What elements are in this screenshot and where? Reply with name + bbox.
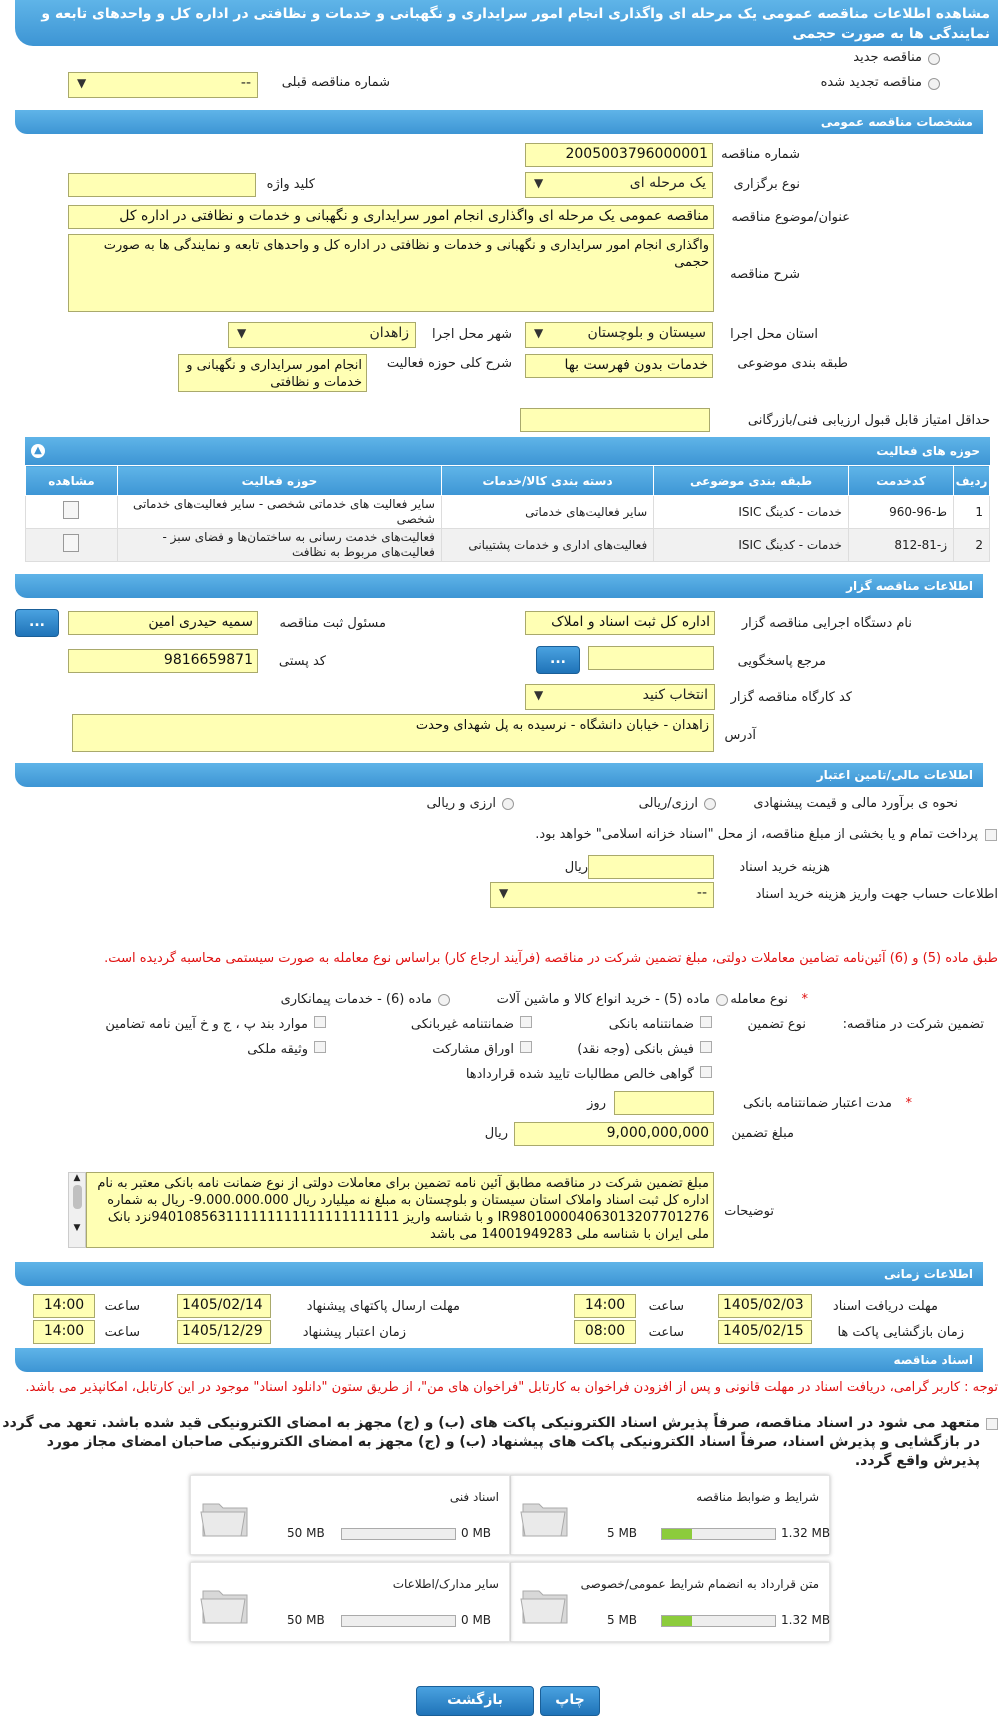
- row-code: ط-96-960: [848, 496, 953, 529]
- province-select[interactable]: [525, 322, 713, 348]
- doc-card-progress: [341, 1528, 456, 1540]
- guarantee-type-label: نوع تضمین: [747, 1017, 806, 1032]
- chevron-down-icon: ▼: [237, 326, 247, 340]
- deal1-label: ماده (5) - خرید انواع کالا و ماشین آلات: [496, 992, 710, 1007]
- keyword-label: کلید واژه: [266, 177, 315, 192]
- holding-value: یک مرحله ای: [629, 175, 706, 191]
- method-opt2-label: ارزی و ریالی: [426, 796, 496, 811]
- validity-label: مدت اعتبار ضمانتنامه بانکی: [743, 1096, 892, 1111]
- required-mark: *: [905, 1096, 912, 1111]
- postal-label: کد پستی: [278, 654, 326, 669]
- collapse-icon[interactable]: ▲: [31, 444, 45, 458]
- recv-time-label: ساعت: [648, 1299, 684, 1314]
- row-category: خدمات - کدینگ ISIC: [654, 496, 849, 529]
- col-row: ردیف: [954, 466, 990, 496]
- category-label: طبقه بندی موضوعی: [737, 356, 848, 371]
- t7-checkbox[interactable]: [700, 1066, 712, 1078]
- chevron-down-icon: ▼: [534, 326, 544, 340]
- holding-label: نوع برگزاری: [733, 177, 800, 192]
- desc-label: شرح مناقصه: [730, 267, 800, 282]
- scroll-thumb[interactable]: [73, 1185, 82, 1209]
- docs-note: توجه : کاربر گرامی، دریافت اسناد در مهلت قانونی و پس از افزودن فراخوان به کارتابل "فراخوان های من"، از طریق ستون "دانلود اسناد" موجود در این کارتابل، امکانپذیر می باشد.: [25, 1380, 998, 1395]
- prev-tender-value: --: [240, 75, 251, 91]
- amount-label: مبلغ تضمین: [731, 1126, 794, 1141]
- deal1-radio[interactable]: [716, 994, 728, 1006]
- method-opt1-label: ارزی/ریالی: [638, 796, 698, 811]
- row-area: فعالیت‌های خدمت رسانی به ساختمان‌ها و فضای سبز - فعالیت‌های مربوط به نظافت: [117, 529, 441, 562]
- folder-icon: [199, 1498, 251, 1538]
- t4-label: فیش بانکی (وجه نقد): [577, 1042, 694, 1057]
- prev-tender-label: شماره مناقصه قبلی: [281, 75, 390, 90]
- number-label: شماره مناقصه: [721, 147, 800, 162]
- address-label: آدرس: [724, 728, 756, 743]
- t7-label: گواهی خالص مطالبات تایید شده قراردادها: [465, 1067, 694, 1082]
- doc-card-technical[interactable]: [190, 1475, 510, 1555]
- page-title: مشاهده اطلاعات مناقصه عمومی یک مرحله ای واگذاری انجام امور سرایداری و نگهبانی و خدمات و نظافتی در اداره کل و واحدهای تابعه و نمایندگی ها به صورت حجمی: [15, 0, 998, 46]
- city-select[interactable]: [228, 322, 416, 348]
- province-value: سیستان و بلوچستان: [587, 325, 706, 341]
- doc-card-size: 0 MB: [461, 1613, 492, 1627]
- recv-label: مهلت دریافت اسناد: [832, 1299, 938, 1314]
- doc-card-progress: [661, 1528, 776, 1540]
- send-time: 14:00: [33, 1294, 95, 1318]
- min-score-field: [520, 408, 710, 432]
- col-area: حوزه فعالیت: [117, 466, 441, 496]
- new-tender-label: مناقصه جدید: [853, 50, 922, 65]
- chevron-down-icon: ▼: [534, 688, 544, 702]
- desc-field: واگذاری انجام امور سرایداری و نگهبانی و خدمات و نظافتی در اداره کل و واحدهای تابعه و نمایندگی ها به صورت حجمی: [68, 234, 714, 312]
- category-field: خدمات بدون فهرست بها: [525, 354, 713, 378]
- doc-card-max: 5 MB: [607, 1613, 638, 1627]
- city-value: زاهدان: [369, 325, 409, 341]
- t2-label: ضمانتنامه غیربانکی: [410, 1017, 514, 1032]
- send-label: مهلت ارسال پاکتهای پیشنهاد: [306, 1299, 460, 1314]
- folder-icon: [199, 1585, 251, 1625]
- folder-icon: [519, 1498, 571, 1538]
- section-docs-header: اسناد مناقصه: [15, 1348, 983, 1372]
- section-finance-header: اطلاعات مالی/تامین اعتبار: [15, 763, 983, 787]
- min-score-label: حداقل امتیاز قابل قبول ارزیابی فنی/بازرگانی: [747, 413, 990, 428]
- validity-unit: روز: [587, 1096, 606, 1111]
- col-view: مشاهده: [26, 466, 118, 496]
- row-number: 2: [954, 529, 990, 562]
- chevron-down-icon: ▼: [499, 886, 509, 900]
- subject-field: مناقصه عمومی یک مرحله ای واگذاری انجام امور سرایداری و نگهبانی و خدمات و نظافتی در اداره کل: [68, 205, 714, 229]
- t5-checkbox[interactable]: [520, 1041, 532, 1053]
- valid-label: زمان اعتبار پیشنهاد: [302, 1325, 406, 1340]
- deal-label: نوع معامله: [730, 992, 788, 1007]
- t1-label: ضمانتنامه بانکی: [608, 1017, 694, 1032]
- doc-card-size: 1.32 MB: [781, 1613, 831, 1627]
- guarantee-desc-field: مبلغ تضمین شرکت در مناقصه مطابق آئین نامه تضمین برای معاملات دولتی از نوع ضمانت نامه بانکی معتبر به نام اداره کل ثبت اسناد واملاک استان سیستان و بلوچستان به مبلغ نه میلیارد ریال 9.000.000.000- ریال به شماره IR980100004063013207701276 و با شناسه واریز 940108563111111111111111111111نزد بانک ملی ایران با شناسه ملی 14001949283 می باشد: [86, 1172, 714, 1248]
- row-view[interactable]: [26, 496, 118, 529]
- deal2-radio[interactable]: [438, 994, 450, 1006]
- section-general-header: مشخصات مناقصه عمومی: [15, 110, 983, 134]
- recv-time: 14:00: [574, 1294, 636, 1318]
- deal2-label: ماده (6) - خدمات پیمانکاری: [280, 992, 432, 1007]
- renewed-tender-radio[interactable]: [928, 78, 940, 90]
- guarantee-desc-label: توضیحات: [724, 1204, 774, 1219]
- col-group: دسته بندی کالا/خدمات: [441, 466, 653, 496]
- folder-icon: [519, 1585, 571, 1625]
- workshop-label: کد کارگاه مناقصه گزار: [730, 690, 852, 705]
- doc-card-progress: [661, 1615, 776, 1627]
- guarantee-label: تضمین شرکت در مناقصه:: [842, 1017, 984, 1032]
- keyword-field[interactable]: [68, 173, 256, 197]
- commit-checkbox[interactable]: [986, 1418, 998, 1430]
- back-button[interactable]: بازگشت: [416, 1686, 534, 1716]
- doc-card-terms[interactable]: [510, 1475, 830, 1555]
- renewed-tender-label: مناقصه تجدید شده: [820, 75, 922, 90]
- subject-label: عنوان/موضوع مناقصه: [731, 210, 850, 225]
- doc-card-progress: [341, 1615, 456, 1627]
- t1-checkbox[interactable]: [700, 1016, 712, 1028]
- doc-card-title: متن قرارداد به انضمام شرایط عمومی/خصوصی: [580, 1577, 819, 1591]
- row-area: سایر فعالیت های خدماتی شخصی - سایر فعالیت‌های خدماتی شخصی: [117, 496, 441, 529]
- chevron-down-icon: ▼: [534, 176, 544, 190]
- t2-checkbox[interactable]: [520, 1016, 532, 1028]
- account-value: --: [696, 885, 707, 901]
- prev-tender-select[interactable]: [68, 72, 258, 98]
- new-tender-radio[interactable]: [928, 53, 940, 65]
- col-category: طبقه بندی موضوعی: [654, 466, 849, 496]
- doc-card-max: 50 MB: [287, 1613, 325, 1627]
- guarantee-note: طبق ماده (5) و (6) آئین‌نامه تضامین معاملات دولتی، مبلغ تضمین شرکت در مناقصه (فرآیند ارجاع کار) براساس نوع معامله به صورت سیستمی محاسبه گردیده است.: [104, 951, 998, 966]
- t6-label: وثیقه ملکی: [247, 1042, 308, 1057]
- doc-cost-label: هزینه خرید اسناد: [739, 860, 830, 875]
- send-date: 1405/02/14: [177, 1294, 271, 1318]
- open-date: 1405/02/15: [718, 1320, 812, 1344]
- amount-unit: ریال: [484, 1126, 508, 1141]
- resp-label: مسئول ثبت مناقصه: [279, 616, 386, 631]
- doc-card-max: 50 MB: [287, 1526, 325, 1540]
- section-activities-header: [25, 437, 990, 465]
- valid-time: 14:00: [33, 1320, 95, 1344]
- ref-field: [588, 646, 714, 670]
- validity-field: [614, 1091, 714, 1115]
- method-label: نحوه ی برآورد مالی و قیمت پیشنهادی: [753, 796, 958, 811]
- scroll-down-icon[interactable]: ▼: [73, 1223, 81, 1233]
- document-view-icon[interactable]: [63, 501, 79, 519]
- account-select[interactable]: [490, 882, 714, 908]
- row-group: فعالیت‌های اداری و خدمات پشتیبانی: [441, 529, 653, 562]
- section-timing-header: اطلاعات زمانی: [15, 1262, 983, 1286]
- table-row: [26, 496, 990, 529]
- method-opt2-radio[interactable]: [502, 798, 514, 810]
- doc-card-contract[interactable]: [510, 1562, 830, 1642]
- table-row: [26, 529, 990, 562]
- province-label: استان محل اجرا: [730, 327, 818, 342]
- row-group: سایر فعالیت‌های خدماتی: [441, 496, 653, 529]
- row-number: 1: [954, 496, 990, 529]
- doc-card-title: اسناد فنی: [449, 1490, 499, 1504]
- open-time-label: ساعت: [648, 1325, 684, 1340]
- row-category: خدمات - کدینگ ISIC: [654, 529, 849, 562]
- org-label: نام دستگاه اجرایی مناقصه گزار: [741, 616, 912, 631]
- print-button[interactable]: چاپ: [540, 1686, 600, 1716]
- chevron-down-icon: ▼: [77, 76, 87, 90]
- col-code: کدخدمت: [848, 466, 953, 496]
- valid-time-label: ساعت: [104, 1325, 140, 1340]
- ref-label: مرجع پاسخگویی: [737, 654, 826, 669]
- doc-cost-unit: ریال: [564, 860, 588, 875]
- doc-card-title: سایر مدارک/اطلاعات: [392, 1577, 499, 1591]
- required-mark: *: [801, 992, 808, 1007]
- workshop-select[interactable]: [525, 684, 715, 710]
- holding-select[interactable]: [525, 172, 713, 198]
- t4-checkbox[interactable]: [700, 1041, 712, 1053]
- address-field: زاهدان - خیابان دانشگاه - نرسیده به پل شهدای وحدت: [72, 714, 714, 752]
- amount-field: 9,000,000,000: [514, 1122, 714, 1146]
- activities-table: [25, 465, 990, 562]
- activity-label: شرح کلی حوزه فعالیت: [386, 356, 512, 371]
- doc-cost-field: [588, 855, 714, 879]
- t6-checkbox[interactable]: [314, 1041, 326, 1053]
- doc-card-size: 1.32 MB: [781, 1526, 831, 1540]
- scroll-up-icon[interactable]: ▲: [73, 1173, 81, 1183]
- open-time: 08:00: [574, 1320, 636, 1344]
- doc-card-size: 0 MB: [461, 1526, 492, 1540]
- ref-more-button[interactable]: ...: [536, 646, 580, 674]
- commit-text: متعهد می شود در اسناد مناقصه، صرفاً پذیرش اسناد الکترونیکی پاکت های (ب) و (ج) مجهز به امضای الکترونیکی قید شده باشد. تعهد می گردد در بازگشایی و پذیرش اسناد، صرفاً اسناد الکترونیکی پاکت های پیشنهاد (ب) و (ج) مجهز به امضای الکترونیکی صاحبان امضای مجاز مورد پذیرش واقع گردد.: [2, 1415, 980, 1469]
- recv-date: 1405/02/03: [718, 1294, 812, 1318]
- treasury-label: پرداخت تمام و یا بخشی از مبلغ مناقصه، از محل "اسناد خزانه اسلامی" خواهد بود.: [535, 827, 978, 842]
- t5-label: اوراق مشارکت: [432, 1042, 514, 1057]
- open-label: زمان بازگشایی پاکت ها: [837, 1325, 964, 1340]
- row-code: ز-81-812: [848, 529, 953, 562]
- method-opt1-radio[interactable]: [704, 798, 716, 810]
- send-time-label: ساعت: [104, 1299, 140, 1314]
- city-label: شهر محل اجرا: [432, 327, 512, 342]
- activity-field: انجام امور سرایداری و نگهبانی و خدمات و نظافتی: [178, 354, 367, 392]
- org-field: اداره کل ثبت اسناد و املاک: [525, 611, 715, 635]
- row-view[interactable]: [26, 529, 118, 562]
- doc-card-other[interactable]: [190, 1562, 510, 1642]
- desc-scrollbar[interactable]: [68, 1172, 86, 1248]
- document-view-icon[interactable]: [63, 534, 79, 552]
- number-field: 2005003796000001: [525, 143, 713, 167]
- doc-card-title: شرایط و ضوابط مناقصه: [696, 1490, 819, 1504]
- postal-field: 9816659871: [68, 649, 258, 673]
- section-organizer-header: اطلاعات مناقصه گزار: [15, 574, 983, 598]
- resp-more-button[interactable]: ...: [15, 609, 59, 637]
- workshop-value: انتخاب کنید: [642, 687, 708, 703]
- activities-title: حوزه های فعالیت: [876, 444, 980, 458]
- treasury-checkbox[interactable]: [985, 829, 997, 841]
- t3-checkbox[interactable]: [314, 1016, 326, 1028]
- valid-date: 1405/12/29: [177, 1320, 271, 1344]
- resp-field: سمیه حیدری امین: [68, 611, 258, 635]
- t3-label: موارد بند پ ، ج و خ آیین نامه تضامین: [105, 1017, 308, 1032]
- doc-card-max: 5 MB: [607, 1526, 638, 1540]
- account-label: اطلاعات حساب جهت واریز هزینه خرید اسناد: [755, 887, 998, 902]
